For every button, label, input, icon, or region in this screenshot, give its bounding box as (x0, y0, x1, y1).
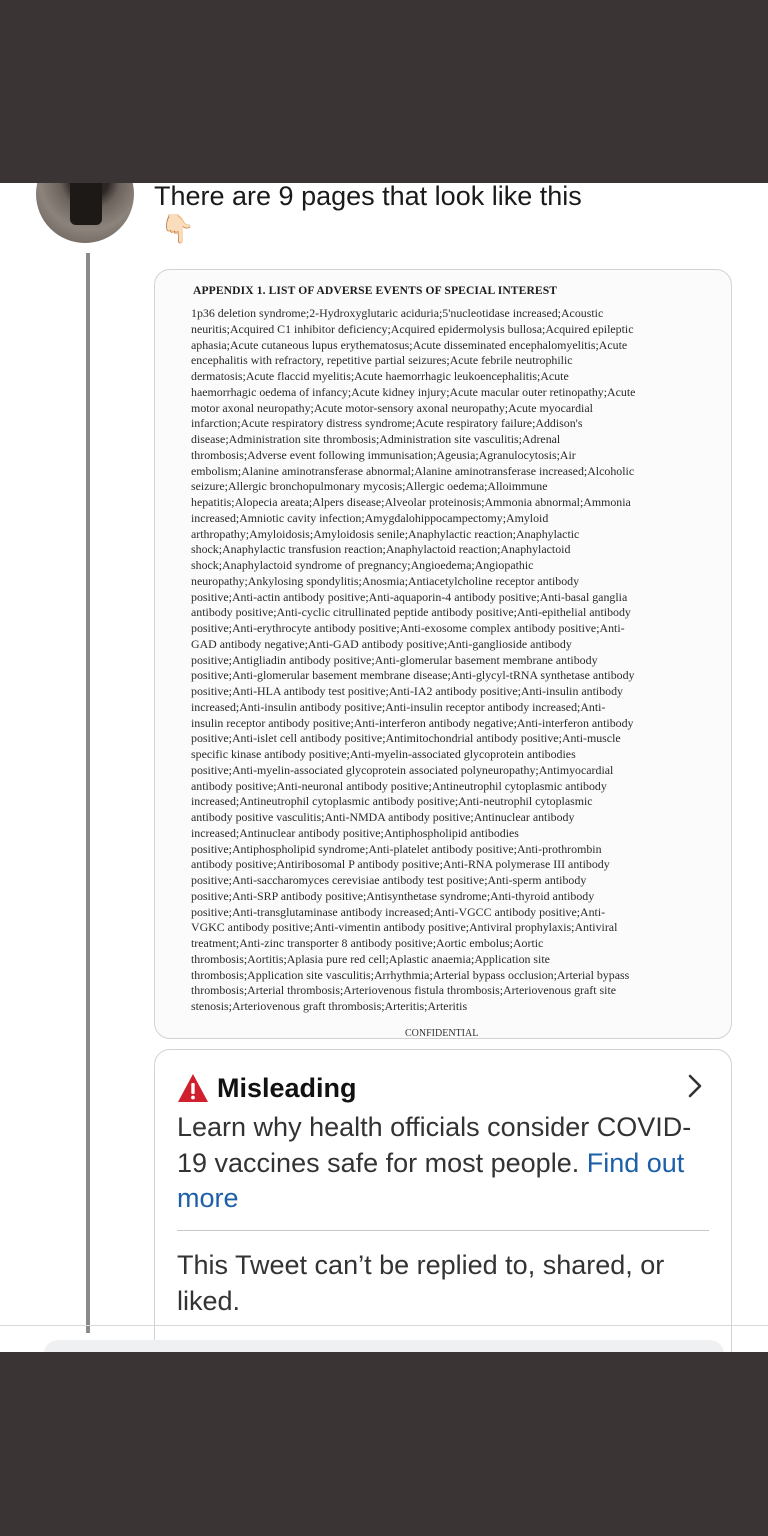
chevron-right-icon[interactable] (685, 1072, 705, 1100)
document-line: dermatosis;Acute flaccid myelitis;Acute haemorrhagic leukoencephalitis;Acute (191, 369, 569, 383)
document-body (191, 306, 707, 1015)
document-line: arthropathy;Amyloidosis;Amyloidosis senile;Anaphylactic reaction;Anaphylactic (191, 526, 580, 541)
document-footer: CONFIDENTIAL (405, 1028, 479, 1039)
tweet-separator (0, 1325, 768, 1326)
find-out-more-link[interactable]: Find out more (177, 1147, 685, 1213)
document-line: increased;Antinuclear antibody positive;Antiphospholipid antibodies (191, 825, 519, 840)
document-line: thrombosis;Adverse event following immunisation;Ageusia;Agranulocytosis;Air (191, 447, 576, 462)
document-line: embolism;Alanine aminotransferase abnormal;Alanine aminotransferase increased;Alcoholic (191, 463, 635, 478)
document-line: haemorrhagic oedema of infancy;Acute kidney injury;Acute macular outer retinopathy;Acute (191, 384, 636, 399)
document-line: shock;Anaphylactic transfusion reaction;Anaphylactoid reaction;Anaphylactoid (191, 542, 571, 557)
bottom-letterbox (0, 1352, 768, 1536)
document-line: specific kinase antibody positive;Anti-myelin-associated glycoprotein antibodies (191, 747, 576, 761)
top-letterbox (0, 0, 768, 183)
document-line: antibody positive;Antiribosomal P antibody positive;Anti-RNA polymerase III antibody (191, 857, 610, 872)
document-line: infarction;Acute respiratory distress syndrome;Acute respiratory failure;Addison's (191, 416, 583, 431)
document-line: motor axonal neuropathy;Acute motor-sensory axonal neuropathy;Acute myocardial (191, 400, 593, 415)
document-line: positive;Anti-SRP antibody positive;Antisynthetase syndrome;Anti-thyroid antibody (191, 888, 595, 903)
document-line: neuritis;Acquired C1 inhibitor deficiency;Acquired epidermolysis bullosa;Acquired epileptic (191, 321, 634, 336)
document-line: positive;Anti-islet cell antibody positive;Antimitochondrial antibody positive;Anti-muscle (191, 731, 621, 746)
thread-line (86, 253, 90, 1333)
document-line: insulin receptor antibody positive;Anti-interferon antibody negative;Anti-interferon antibody (191, 715, 634, 730)
document-line: increased;Antineutrophil cytoplasmic antibody positive;Anti-neutrophil cytoplasmic (191, 794, 593, 809)
notice-divider (177, 1230, 709, 1231)
document-line: encephalitis with refractory, repetitive partial seizures;Acute febrile neutrophilic (191, 353, 573, 368)
document-line: increased;Anti-insulin antibody positive;Anti-insulin receptor antibody increased;Anti- (191, 699, 606, 714)
document-line: positive;Anti-actin antibody positive;Anti-aquaporin-4 antibody positive;Anti-basal ganglia (191, 589, 628, 604)
warning-icon (177, 1073, 209, 1103)
pointing-down-emoji: 👇🏻 (160, 213, 195, 244)
document-line: shock;Anaphylactoid syndrome of pregnancy;Angioedema;Angiopathic (191, 558, 534, 572)
document-line: GAD antibody negative;Anti-GAD antibody positive;Anti-ganglioside antibody (191, 636, 572, 651)
document-line: thrombosis;Application site vasculitis;Arrhythmia;Arterial bypass occlusion;Arterial bypass (191, 967, 630, 982)
document-line: seizure;Allergic bronchopulmonary mycosis;Allergic oedema;Alloimmune (191, 479, 548, 494)
document-line: positive;Anti-glomerular basement membrane disease;Anti-glycyl-tRNA synthetase antibody (191, 668, 635, 683)
notice-message (177, 1110, 697, 1217)
document-line: thrombosis;Aortitis;Aplasia pure red cell;Aplastic anaemia;Application site (191, 951, 550, 966)
misleading-notice[interactable] (154, 1049, 732, 1352)
avatar[interactable] (36, 183, 134, 243)
document-line: positive;Anti-erythrocyte antibody positive;Anti-exosome complex antibody positive;Anti- (191, 621, 625, 635)
document-line: treatment;Anti-zinc transporter 8 antibody positive;Aortic embolus;Aortic (191, 936, 544, 950)
document-line: antibody positive;Anti-neuronal antibody positive;Antineutrophil cytoplasmic antibody (191, 778, 607, 793)
tweet (0, 183, 768, 1352)
next-tweet-preview (44, 1340, 724, 1352)
notice-footer: This Tweet can’t be replied to, shared, or liked. (177, 1250, 665, 1316)
document-line: antibody positive vasculitis;Anti-NMDA antibody positive;Antinuclear antibody (191, 810, 575, 824)
tweet-text: There are 9 pages that look like this (154, 183, 582, 211)
document-line: neuropathy;Ankylosing spondylitis;Anosmia;Antiacetylcholine receptor antibody (191, 573, 580, 588)
document-line: positive;Anti-HLA antibody test positive;Anti-IA2 antibody positive;Anti-insulin antibody (191, 684, 623, 698)
document-line: VGKC antibody positive;Anti-vimentin antibody positive;Antiviral prophylaxis;Antiviral (191, 920, 618, 935)
notice-title: Misleading (217, 1072, 357, 1103)
document-line: hepatitis;Alopecia areata;Alpers disease;Alveolar proteinosis;Ammonia abnormal;Ammonia (191, 495, 631, 509)
document-title: APPENDIX 1. LIST OF ADVERSE EVENTS OF SPECIAL INTEREST (193, 284, 558, 297)
document-image[interactable] (154, 269, 732, 1039)
document-line: positive;Antigliadin antibody positive;Anti-glomerular basement membrane antibody (191, 652, 598, 667)
document-line: positive;Anti-transglutaminase antibody increased;Anti-VGCC antibody positive;Anti- (191, 904, 606, 919)
document-line: stenosis;Arteriovenous graft thrombosis;Arteritis;Arteritis (191, 999, 468, 1013)
document-line: increased;Amniotic cavity infection;Amygdalohippocampectomy;Amyloid (191, 510, 549, 525)
notice-message-text: Learn why health officials consider COVID-19 vaccines safe for most people. (177, 1112, 692, 1178)
notice-header (177, 1070, 357, 1106)
document-line: positive;Anti-myelin-associated glycoprotein associated polyneuropathy;Antimyocardial (191, 762, 614, 777)
document-line: 1p36 deletion syndrome;2-Hydroxyglutaric aciduria;5'nucleotidase increased;Acoustic (191, 306, 604, 320)
document-line: thrombosis;Arterial thrombosis;Arteriovenous fistula thrombosis;Arteriovenous graft site (191, 983, 617, 998)
document-line: antibody positive;Anti-cyclic citrullinated peptide antibody positive;Anti-epithelial antibody (191, 605, 631, 620)
document-line: aphasia;Acute cutaneous lupus erythematosus;Acute disseminated encephalomyelitis;Acute (191, 337, 628, 352)
document-line: disease;Administration site thrombosis;Administration site vasculitis;Adrenal (191, 432, 561, 446)
document-line: positive;Antiphospholipid syndrome;Anti-platelet antibody positive;Anti-prothrombin (191, 841, 602, 856)
document-line: positive;Anti-saccharomyces cerevisiae antibody test positive;Anti-sperm antibody (191, 873, 587, 887)
